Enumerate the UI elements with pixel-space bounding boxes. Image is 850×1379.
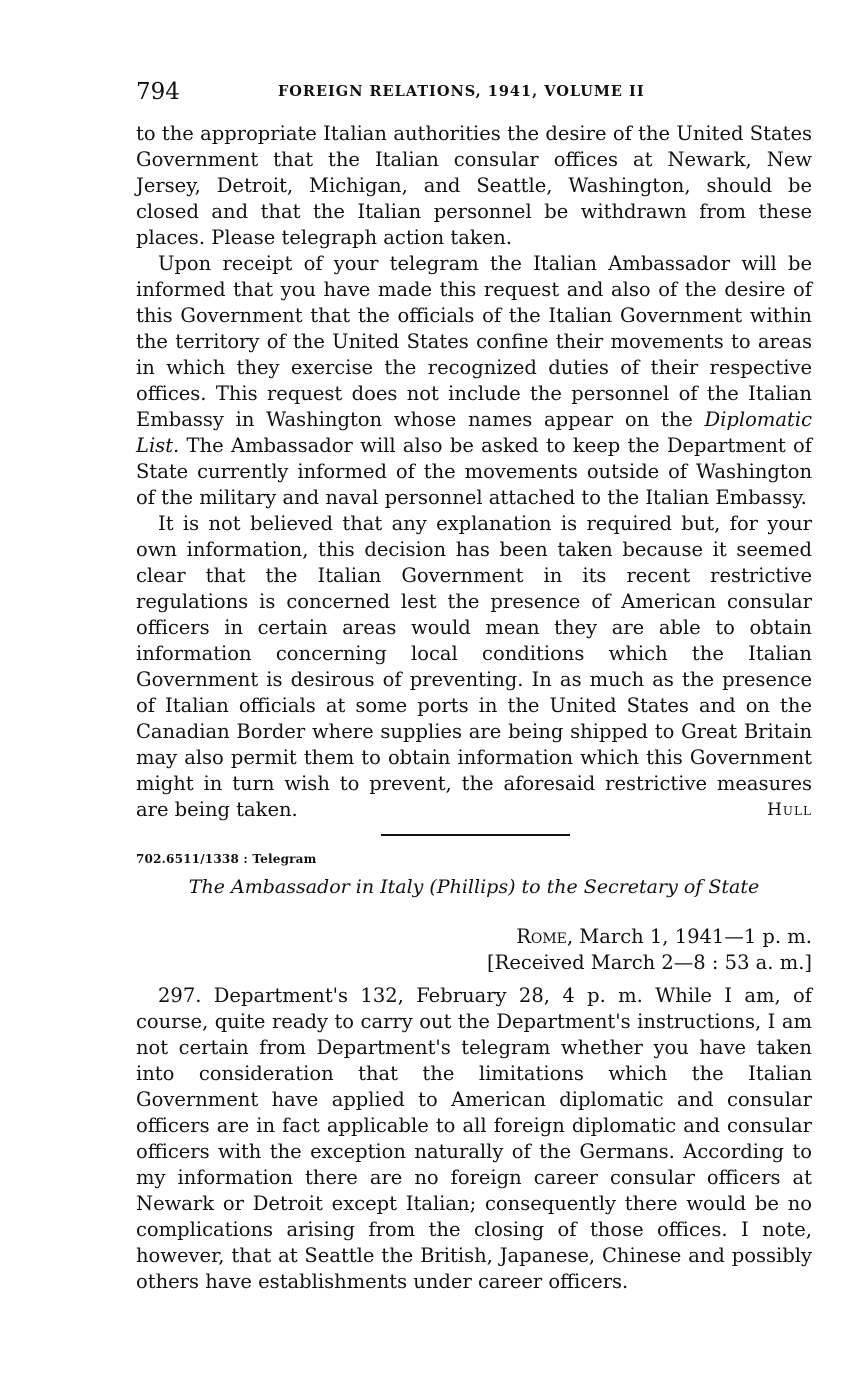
file-reference: 702.6511/1338 : Telegram (136, 852, 317, 866)
paragraph-text: Upon receipt of your telegram the Italian Ambassador will be informed that you have made this request and also of the desire of this Government that the officials of the Italian Government within the territory of the United States confine their movements to areas in which they exercise the recognized duties of their respective offices. This request does not include the personnel of the Italian Embassy in Washington whose names appear on the (136, 252, 812, 431)
running-title: FOREIGN RELATIONS, 1941, VOLUME II (278, 83, 645, 100)
paragraph (136, 251, 812, 511)
page-number: 794 (136, 79, 180, 105)
italic-reference: Diplomatic List. (136, 408, 812, 457)
received-line: [Received March 2—8 : 53 a. m.] (487, 951, 812, 974)
page-header (136, 78, 812, 108)
dateline (136, 924, 812, 950)
paragraph-text: The Ambassador will also be asked to keep the Department of State currently informed of the movements outside of Washington of the military and naval personnel attached to the Italian Embassy. (136, 434, 812, 509)
dateline-date: , March 1, 1941—1 p. m. (566, 925, 812, 948)
document-title: The Ambassador in Italy (Phillips) to the Secretary of State (188, 876, 760, 898)
telegram-body (136, 983, 812, 1295)
telegram-body-continued (136, 121, 812, 823)
signature: Hull (767, 800, 812, 820)
dateline-place: Rome (516, 925, 567, 948)
paragraph: 297. Department's 132, February 28, 4 p. m. While I am, of course, quite ready to carry out the Department's instructions, I am not certain from Department's telegram whether you have taken into consideration that the limitations which the Italian Government have applied to American diplomatic and consular officers are in fact applicable to all foreign diplomatic and consular officers with the exception naturally of the Germans. According to my information there are no foreign career consular officers at Newark or Detroit except Italian; consequently there would be no complications arising from the closing of those offices. I note, however, that at Seattle the British, Japanese, Chinese and possibly others have establishments under career officers. (136, 984, 812, 1293)
paragraph: to the appropriate Italian authorities the desire of the United States Government that the Italian consular offices at Newark, New Jersey, Detroit, Michigan, and Seattle, Washington, should be closed and that the Italian personnel be withdrawn from these places. Please telegraph action taken. (136, 122, 812, 249)
paragraph: It is not believed that any explanation is required but, for your own information, this decision has been taken because it seemed clear that the Italian Government in its recent restrictive regulations is concerned lest the presence of American consular officers in certain areas would mean they are able to obtain information concerning local conditions which the Italian Government is desirous of preventing. In as much as the presence of Italian officials at some ports in the United States and on the Canadian Border where supplies are being shipped to Great Britain may also permit them to obtain information which this Government might in turn wish to prevent, the aforesaid restrictive measures are being taken. (136, 512, 812, 821)
section-divider (381, 834, 570, 836)
